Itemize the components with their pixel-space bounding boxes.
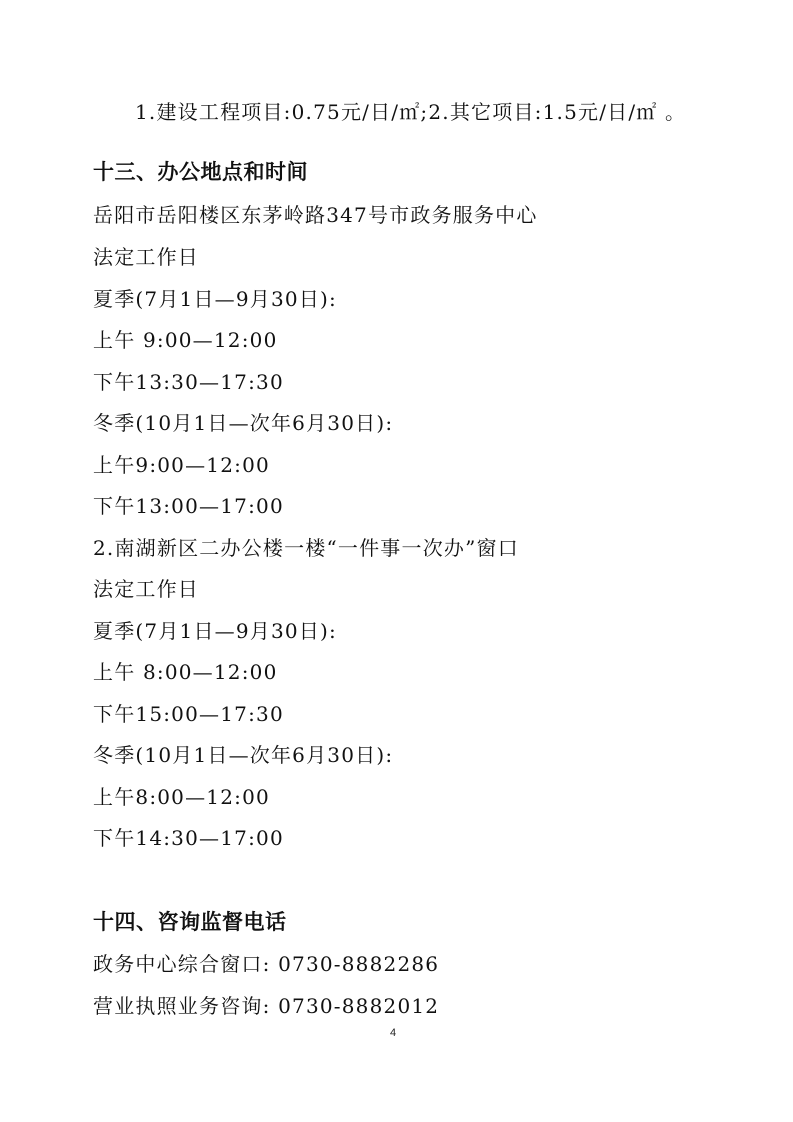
location1-winter-afternoon: 下午13:00—17:00 [93,494,284,518]
fee-line: 1.建设工程项目:0.75元/日/㎡;2.其它项目:1.5元/日/㎡ 。 [135,100,687,124]
location2-summer-afternoon: 下午15:00—17:30 [93,702,284,726]
location1-winter-morning: 上午9:00—12:00 [93,453,270,477]
location1-winter-label: 冬季(10月1日—次年6月30日): [93,411,394,435]
location1-address: 岳阳市岳阳楼区东茅岭路347号市政务服务中心 [93,203,538,227]
page-number: 4 [390,1027,397,1039]
section-heading-consultation: 十四、咨询监督电话 [93,910,287,934]
location1-summer-morning: 上午 9:00—12:00 [93,328,278,352]
location2-winter-label: 冬季(10月1日—次年6月30日): [93,743,394,767]
location1-workday-label: 法定工作日 [93,245,199,269]
location2-summer-morning: 上午 8:00—12:00 [93,660,278,684]
phone-service-center: 政务中心综合窗口: 0730-8882286 [93,952,440,976]
section-heading-office-hours: 十三、办公地点和时间 [93,160,308,184]
location2-summer-label: 夏季(7月1日—9月30日): [93,619,337,643]
location2-winter-afternoon: 下午14:30—17:00 [93,826,284,850]
phone-business-license: 营业执照业务咨询: 0730-8882012 [93,994,440,1018]
location2-workday-label: 法定工作日 [93,577,199,601]
location1-summer-afternoon: 下午13:30—17:30 [93,370,284,394]
location1-summer-label: 夏季(7月1日—9月30日): [93,287,337,311]
location2-winter-morning: 上午8:00—12:00 [93,785,270,809]
location2-address: 2.南湖新区二办公楼一楼“一件事一次办”窗口 [93,536,519,560]
